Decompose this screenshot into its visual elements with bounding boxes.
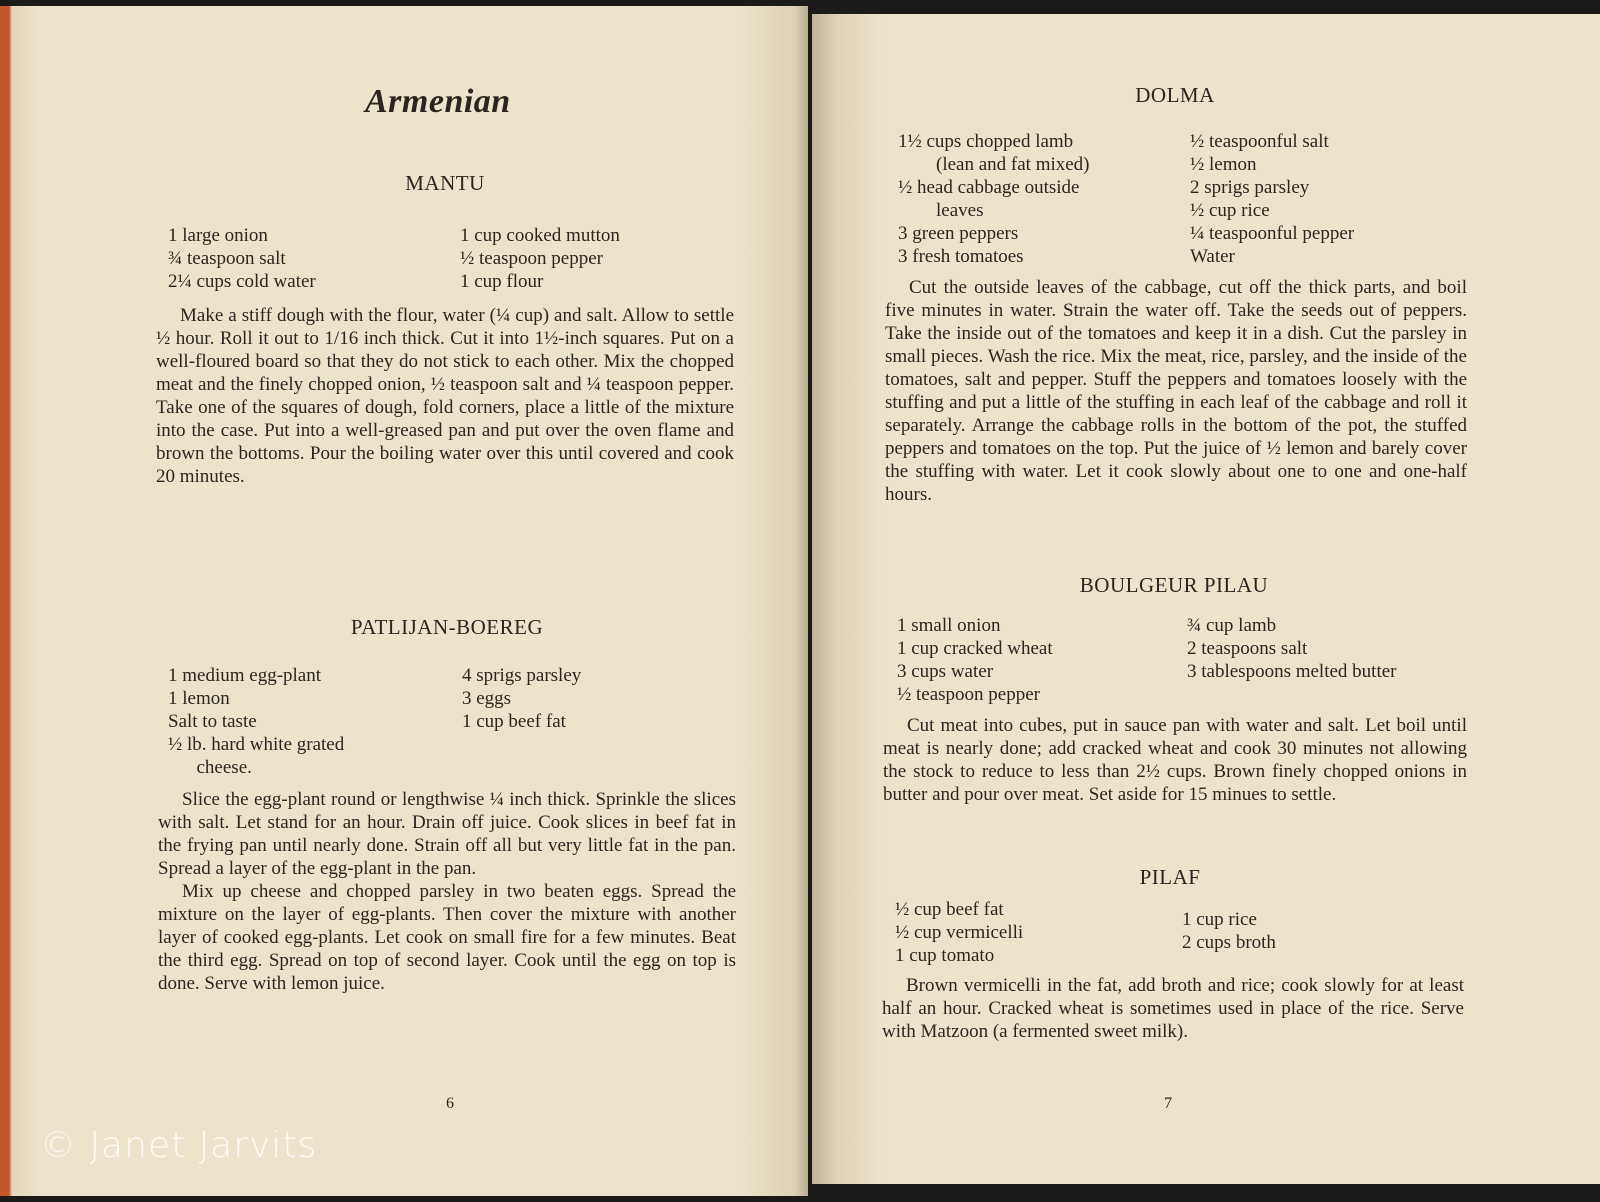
ingredient: cheese. xyxy=(168,757,252,778)
ingredient: 1 cup flour xyxy=(460,271,544,292)
ingredient: 2 cups broth xyxy=(1182,932,1276,953)
ingredients-left xyxy=(168,224,316,293)
ingredient: ½ teaspoon pepper xyxy=(460,248,603,269)
ingredient: 3 cups water xyxy=(897,661,994,682)
ingredients-left xyxy=(168,664,344,779)
ingredient: ¾ cup lamb xyxy=(1187,615,1277,636)
ingredients-right xyxy=(460,224,620,293)
ingredient: 1 cup beef fat xyxy=(462,711,566,732)
ingredient: ½ lemon xyxy=(1190,154,1257,175)
ingredient: 3 fresh tomatoes xyxy=(898,246,1024,267)
page-number: 6 xyxy=(446,1095,454,1112)
left-page xyxy=(0,6,808,1196)
right-page xyxy=(812,14,1600,1184)
ingredients-left xyxy=(898,130,1090,268)
ingredient: 3 eggs xyxy=(462,688,512,709)
ingredient: ½ head cabbage outside xyxy=(898,177,1080,198)
ingredient: 1 medium egg-plant xyxy=(168,665,322,686)
ingredient: 2¼ cups cold water xyxy=(168,271,316,292)
ingredient: 1 cup cracked wheat xyxy=(897,638,1053,659)
ingredient: leaves xyxy=(898,200,984,221)
ingredient: ½ cup beef fat xyxy=(895,899,1004,920)
recipe-title-mantu: MANTU xyxy=(405,171,485,195)
ingredient: 1 small onion xyxy=(897,615,1001,636)
ingredient: 1 large onion xyxy=(168,225,268,246)
ingredient: 1 cup rice xyxy=(1182,909,1257,930)
paragraph: Mix up cheese and chopped parsley in two beaten eggs. Spread the mixture on the layer of egg-plants. Then cover the mixture with another layer of cooked egg-plants. Let cook on small fire for a few minutes. Beat the third egg. Spread on top of second layer. Cook until the egg on top is done. Serve with lemon juice. xyxy=(158,881,736,994)
paragraph: Slice the egg-plant round or lengthwise ¼ inch thick. Sprinkle the slices with salt. Let stand for an hour. Drain off juice. Cook slices in beef fat in the frying pan until nearly done. Strain off all but very little fat in the pan. Spread a layer of the egg-plant in the pan. xyxy=(158,789,736,879)
page-number: 7 xyxy=(1164,1095,1172,1112)
ingredient: ½ teaspoonful salt xyxy=(1190,131,1329,152)
ingredients-right xyxy=(462,664,581,733)
ingredient: Salt to taste xyxy=(168,711,257,732)
copyright-watermark: © Janet Jarvits xyxy=(40,1125,318,1166)
ingredient: 3 green peppers xyxy=(898,223,1019,244)
ingredient: 1½ cups chopped lamb xyxy=(898,131,1074,152)
recipe-title-dolma: DOLMA xyxy=(1135,83,1215,107)
ingredients-right xyxy=(1190,130,1354,268)
section-title: Armenian xyxy=(365,83,511,120)
ingredient: ½ cup vermicelli xyxy=(895,922,1024,943)
ingredient: ½ teaspoon pepper xyxy=(897,684,1040,705)
ingredient: 1 cup cooked mutton xyxy=(460,225,620,246)
ingredient: 2 teaspoons salt xyxy=(1187,638,1308,659)
recipe-instructions: Cut the outside leaves of the cabbage, cut off the thick parts, and boil five minutes in water. Strain the water off. Take the seeds out of peppers. Take the inside out of the tomatoes and keep it in a dish. Cut the parsley in small pieces. Wash the rice. Mix the meat, rice, parsley, and the inside of the tomatoes, salt and pepper. Stuff the peppers and tomatoes loosely with the stuffing and put a little of the stuffing in each leaf of the cabbage and roll it separately. Arrange the cabbage rolls in the bottom of the pot, the stuffed peppers and tomatoes on the top. Put the juice of ½ lemon and barely cover the stuffing with water. Let it cook slowly about one to one and one-half hours. xyxy=(885,277,1467,505)
ingredient: 4 sprigs parsley xyxy=(462,665,582,686)
ingredient: 1 lemon xyxy=(168,688,230,709)
ingredients-left xyxy=(895,898,1023,967)
ingredients-right xyxy=(1187,614,1396,683)
ingredient: (lean and fat mixed) xyxy=(898,154,1090,175)
ingredient: ¾ teaspoon salt xyxy=(168,248,286,269)
ingredients-left xyxy=(897,614,1053,706)
ingredient: 1 cup tomato xyxy=(895,945,995,966)
ingredient: ¼ teaspoonful pepper xyxy=(1190,223,1355,244)
recipe-instructions xyxy=(158,788,736,995)
recipe-title-pilaf: PILAF xyxy=(1139,865,1201,889)
ingredient: ½ lb. hard white grated xyxy=(168,734,345,755)
recipe-title-boulgeur-pilau: BOULGEUR PILAU xyxy=(1079,573,1269,597)
recipe-instructions: Cut meat into cubes, put in sauce pan with water and salt. Let boil until meat is nearly done; add cracked wheat and cook 30 minutes not allowing the stock to reduce to less than 2½ cups. Brown finely chopped onions in butter and pour over meat. Set aside for 15 minues to settle. xyxy=(883,715,1467,805)
ingredient: 3 tablespoons melted butter xyxy=(1187,661,1397,682)
ingredient: 2 sprigs parsley xyxy=(1190,177,1310,198)
recipe-instructions: Make a stiff dough with the flour, water (¼ cup) and salt. Allow to settle ½ hour. Roll it out to 1/16 inch thick. Cut it into 1½-inch squares. Put on a well-floured board so that they do not stick to each other. Mix the chopped meat and the finely chopped onion, ½ teaspoon salt and ¼ teaspoon pepper. Take one of the squares of dough, fold corners, place a little of the mixture into the case. Put into a well-greased pan and put over the oven flame and brown the bottoms. Pour the boiling water over this until covered and cook 20 minutes. xyxy=(156,305,734,487)
ingredient: ½ cup rice xyxy=(1190,200,1270,221)
ingredients-right xyxy=(1182,908,1276,954)
ingredient: Water xyxy=(1190,246,1235,267)
recipe-instructions: Brown vermicelli in the fat, add broth and rice; cook slowly for at least half an hour. Cracked wheat is sometimes used in place of the rice. Serve with Matzoon (a fermented sweet milk). xyxy=(882,975,1464,1042)
recipe-title-patlijan-boereg: PATLIJAN-BOEREG xyxy=(350,615,544,639)
